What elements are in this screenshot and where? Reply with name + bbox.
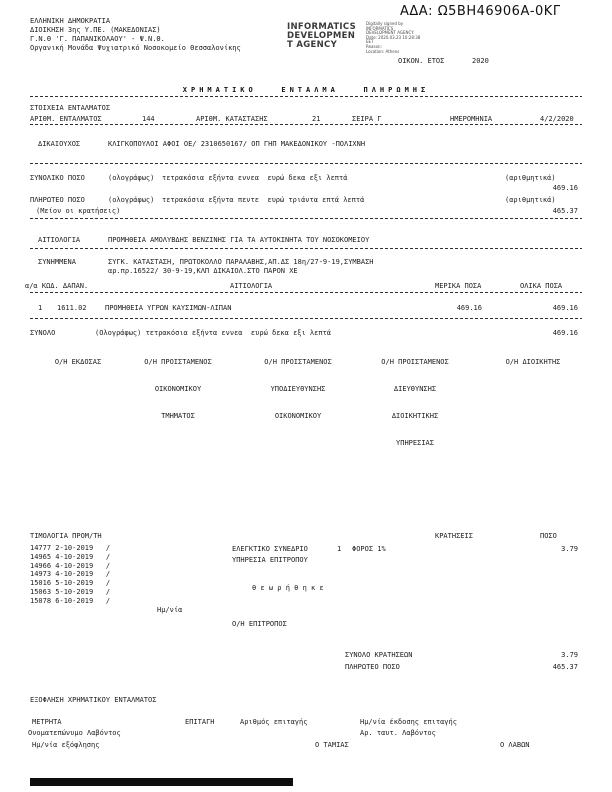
invoice-row: 14966 4-10-2019 / <box>30 562 111 570</box>
invoice-row: 14777 2-10-2019 / <box>30 544 111 552</box>
total-amount-in-words: τετρακόσια εξήντα εννεα ευρώ δεκα εξι λεπτά <box>162 174 348 182</box>
justification-value: ΠΡΟΜΗΘΕΙΑ ΑΜΟΛΥΒΔΗΣ ΒΕΝΖΙΝΗΣ ΓΙΑ ΤΑ ΑΥΤΟΚΙΝΗΤΑ ΤΟΥ ΝΟΣΟΚΟΜΕΙΟΥ <box>108 236 370 244</box>
payable-amount-value: 465.37 <box>552 207 578 215</box>
stamp-signature-line2: INFORMATICS <box>366 25 394 31</box>
audit-court-line2: ΥΠΗΡΕΣΙΑ ΕΠΙΤΡΟΠΟΥ <box>232 556 308 564</box>
fiscal-year-label: ΟΙΚΟΝ. ΕΤΟΣ <box>398 57 445 65</box>
series-label: ΣΕΙΡΑ Γ <box>352 115 382 123</box>
table-row-index: 1 <box>38 304 43 312</box>
signature-head-finance-subdivision-line2: ΥΠΟΔΙΕΥΘΥΝΣΗΣ <box>270 385 326 393</box>
signature-head-finance-subdivision <box>240 341 356 438</box>
net-payable-label: ΠΛΗΡΩΤΕΟ ΠΟΣΟ <box>345 663 400 671</box>
order-number-value: 144 <box>142 115 155 123</box>
invoice-row: 15078 6-10-2019 / <box>30 597 111 605</box>
stamp-agency-line2: DEVELOPMEN <box>287 31 356 41</box>
stamp-signature-line5: EET <box>366 39 374 45</box>
total-amount-value: 469.16 <box>552 184 578 192</box>
table-col-justification: ΑΙΤΙΟΛΟΓΙΑ <box>230 282 273 290</box>
fiscal-year-value: 2020 <box>472 57 489 65</box>
settlement-date-label: Ημ/νία εξόφλησης <box>32 741 100 749</box>
signature-head-admin-service-line2: ΔΙΕΥΘΥΝΣΗΣ <box>393 385 437 393</box>
org-hospital: Γ.Ν.Θ 'Γ. ΠΑΠΑΝΙΚΟΛΑΟΥ' - Ψ.Ν.Θ. <box>30 35 165 43</box>
deduction-row-label: ΦΟΡΟΣ 1% <box>352 545 386 553</box>
payable-amount-in-words-label: (ολογράφως) <box>108 196 155 204</box>
invoice-row: 14973 4-10-2019 / <box>30 570 111 578</box>
dashed-divider <box>30 292 582 293</box>
deduction-row-index: 1 <box>337 545 342 553</box>
deduction-row-value: 3.79 <box>561 545 578 553</box>
signature-head-finance-dept <box>120 341 236 438</box>
less-deductions-note: (Μείον οι κρατήσεις) <box>36 207 121 215</box>
signature-issuer-title: Ο/Η ΕΚΔΟΣΑΣ <box>54 358 102 366</box>
dashed-divider <box>30 318 582 319</box>
stamp-signature-line1: Digitally signed by <box>366 21 404 26</box>
dashed-divider <box>30 124 582 125</box>
deductions-total-label: ΣΥΝΟΛΟ ΚΡΑΤΗΣΕΩΝ <box>345 651 413 659</box>
signature-governor <box>475 341 591 384</box>
table-row-code: 1611.02 <box>57 304 87 312</box>
details-section-label: ΣΤΟΙΧΕΙΑ ΕΝΤΑΛΜΑΤΟΣ <box>30 104 111 112</box>
order-number-label: ΑΡΙΘΜ. ΕΝΤΑΛΜΑΤΟΣ <box>30 115 102 123</box>
signature-head-finance-dept-title: Ο/Η ΠΡΟΙΣΤΑΜΕΝΟΣ <box>144 358 212 366</box>
date-value: 4/2/2020 <box>540 115 574 123</box>
dashed-divider <box>30 96 582 97</box>
statement-number-value: 21 <box>312 115 321 123</box>
table-sum-value: 469.16 <box>552 329 578 337</box>
statement-number-label: ΑΡΙΘΜ. ΚΑΤΑΣΤΑΣΗΣ <box>196 115 268 123</box>
table-row-partial-amount: 469.16 <box>456 304 482 312</box>
org-administration: ΔΙΟΙΚΗΣΗ 3ης Υ.ΠΕ. (ΜΑΚΕΔΟΝΙΑΣ) <box>30 26 161 34</box>
audit-date-label: Ημ/νία <box>157 606 183 614</box>
org-unit: Οργανική Μονάδα Ψυχιατρικό Νοσοκομείο Θεσσαλονίκης <box>30 44 241 52</box>
table-col-partial: ΜΕΡΙΚΑ ΠΟΣΑ <box>435 282 482 290</box>
payable-amount-in-words: τετρακόσια εξήντα πεντε ευρώ τριάντα επτά λεπτά <box>162 196 365 204</box>
invoice-row: 15016 5-10-2019 / <box>30 579 111 587</box>
signature-head-admin-service-title: Ο/Η ΠΡΟΙΣΤΑΜΕΝΟΣ <box>381 358 449 366</box>
table-col-total: ΟΛΙΚΑ ΠΟΣΑ <box>520 282 563 290</box>
settlement-recipient-label: Ο ΛΑΒΩΝ <box>500 741 530 749</box>
stamp-agency-line3: T AGENCY <box>287 40 338 50</box>
beneficiary-value: ΚΛΙΓΚΟΠΟΥΛΟΙ ΑΦΟΙ ΟΕ/ 2310650167/ ΟΠ ΓΗΠ ΜΑΚΕΔΟΝΙΚΟΥ -ΠΟΛΙΧΝΗ <box>108 140 366 148</box>
audit-court-line1: ΕΛΕΓΚΤΙΚΟ ΣΥΝΕΔΡΙΟ <box>232 545 308 553</box>
dashed-divider <box>30 248 582 249</box>
settlement-cheque-label: ΕΠΙΤΑΓΗ <box>185 718 215 726</box>
signature-governor-title: Ο/Η ΔΙΟΙΚΗΤΗΣ <box>505 358 561 366</box>
total-amount-in-words-label: (ολογράφως) <box>108 174 155 182</box>
stamp-signature-line4: Date: 2020.03.23 10:28:38 <box>366 34 421 40</box>
settlement-cash-label: ΜΕΤΡΗΤΑ <box>32 718 62 726</box>
signature-head-finance-subdivision-line3: ΟΙΚΟΝΟΜΙΚΟΥ <box>274 412 322 420</box>
invoice-row: 15063 5-10-2019 / <box>30 588 111 596</box>
settlement-cheque-date-label: Ημ/νία έκδοσης επιταγής <box>360 718 457 726</box>
table-sum-words: (Ολογράφως) τετρακόσια εξήντα εννεα ευρώ δεκα εξι λεπτά <box>95 329 332 337</box>
table-col-index: α/α ΚΩΔ. ΔΑΠΑΝ. <box>25 282 89 290</box>
settlement-recipient-id-label: Αρ. ταυτ. Λαβόντος <box>360 729 436 737</box>
settlement-cashier-label: Ο ΤΑΜΙΑΣ <box>315 741 349 749</box>
total-amount-label: ΣΥΝΟΛΙΚΟ ΠΟΣΟ <box>30 174 85 182</box>
audit-approved-text: θ ε ω ρ ή θ η κ ε <box>252 584 324 592</box>
deductions-total-value: 3.79 <box>561 651 578 659</box>
deductions-amount-header: ΠΟΣΟ <box>540 532 557 540</box>
stamp-signature-line6: Reason: <box>366 44 382 49</box>
signature-head-finance-dept-line3: ΤΜΗΜΑΤΟΣ <box>161 412 195 420</box>
beneficiary-label: ΔΙΚΑΙΟΥΧΟΣ <box>38 140 81 148</box>
attachments-label: ΣΥΝΗΜΜΕΝΑ <box>38 258 76 266</box>
total-amount-numeric-label: (αριθμητικά) <box>505 174 556 182</box>
stamp-signature-line3: DEVELOPMENT AGENCY <box>366 30 414 36</box>
attachments-line2: αρ.πρ.16522/ 30-9-19,ΚΛΠ ΔΙΚΑΙΟΛ.ΣΤΟ ΠΑΡΟΝ ΧΕ <box>108 267 298 275</box>
date-label: ΗΜΕΡΟΜΗΝΙΑ <box>450 115 493 123</box>
signature-head-finance-subdivision-title: Ο/Η ΠΡΟΙΣΤΑΜΕΝΟΣ <box>264 358 332 366</box>
invoices-label: ΤΙΜΟΛΟΓΙΑ ΠΡΟΜ/ΤΗ <box>30 532 102 540</box>
signature-head-admin-service-line4: ΥΠΗΡΕΣΙΑΣ <box>396 439 434 447</box>
settlement-title: ΕΞΟΦΛΗΣΗ ΧΡΗΜΑΤΙΚΟΥ ΕΝΤΑΛΜΑΤΟΣ <box>30 696 157 704</box>
dashed-divider <box>30 218 582 219</box>
signature-head-finance-dept-line2: ΟΙΚΟΝΟΜΙΚΟΥ <box>154 385 202 393</box>
payable-amount-label: ΠΛΗΡΩΤΕΟ ΠΟΣΟ <box>30 196 85 204</box>
invoice-row: 14965 4-10-2019 / <box>30 553 111 561</box>
signature-head-admin-service <box>357 341 473 465</box>
page-title: ΧΡΗΜΑΤΙΚΟ ΕΝΤΑΛΜΑ ΠΛΗΡΩΜΗΣ <box>182 86 430 94</box>
audit-commissioner-label: Ο/Η ΕΠΙΤΡΟΠΟΣ <box>232 620 287 628</box>
payable-amount-numeric-label: (αριθμητικά) <box>505 196 556 204</box>
table-row-total-amount: 469.16 <box>552 304 578 312</box>
org-country: ΕΛΛΗΝΙΚΗ ΔΗΜΟΚΡΑΤΙΑ <box>30 17 111 25</box>
settlement-recipient-name-label: Ονοματεπώνυμο Λαβόντος <box>28 729 121 737</box>
net-payable-value: 465.37 <box>552 663 578 671</box>
stamp-agency-line1: INFORMATICS <box>287 22 357 32</box>
stamp-signature-line7: Location: Athens <box>366 48 400 54</box>
justification-label: ΑΙΤΙΟΛΟΓΙΑ <box>38 236 81 244</box>
dashed-divider <box>30 163 582 164</box>
table-row-description: ΠΡΟΜΗΘΕΙΑ ΥΓΡΩΝ ΚΑΥΣΙΜΩΝ-ΛΙΠΑΝ <box>105 304 232 312</box>
attachments-line1: ΣΥΓΚ. ΚΑΤΑΣΤΑΣΗ, ΠΡΩΤΟΚΟΛΛΟ ΠΑΡΑΛΑΒΗΣ,ΑΠ.ΔΣ 18η/27-9-19,ΣΥΜΒΑΣΗ <box>108 258 374 266</box>
settlement-cheque-no-label: Αριθμός επιταγής <box>240 718 308 726</box>
deductions-header: ΚΡΑΤΗΣΕΙΣ <box>435 532 473 540</box>
ada-code: ΑΔΑ: Ω5ΒΗ46906Α-0ΚΓ <box>400 4 561 19</box>
signature-issuer <box>20 341 136 384</box>
redaction-bar <box>30 778 293 786</box>
signature-head-admin-service-line3: ΔΙΟΙΚΗΤΙΚΗΣ <box>391 412 439 420</box>
table-sum-label: ΣΥΝΟΛΟ <box>30 329 56 337</box>
